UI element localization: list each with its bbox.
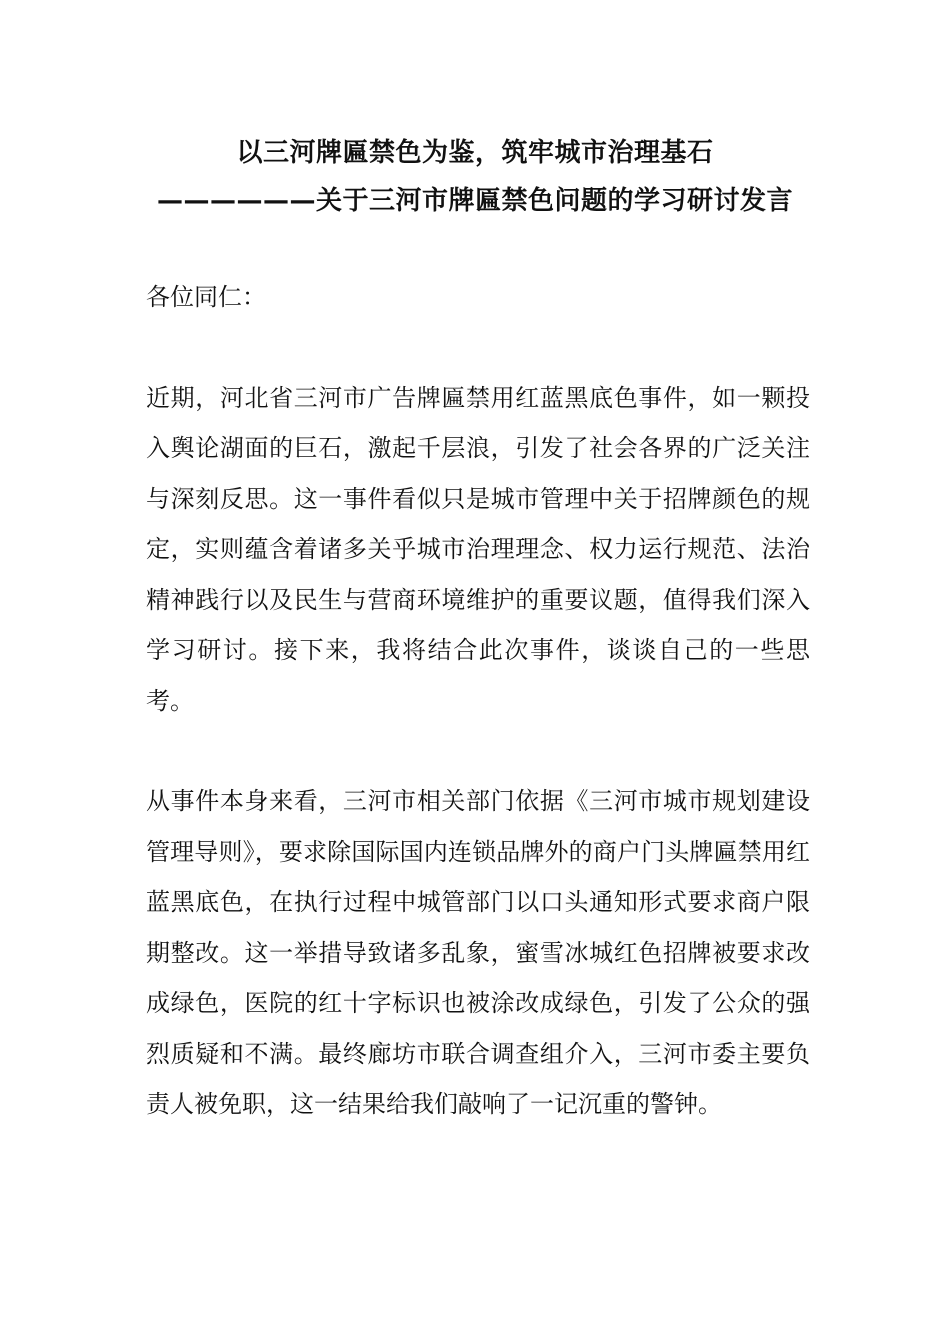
paragraph-2: 从事件本身来看，三河市相关部门依据《三河市城市规划建设管理导则》，要求除国际国内连锁品牌外的商户门头牌匾禁用红蓝黑底色，在执行过程中城管部门以口头通知形式要求商户限期整改。这一举措导致诸多乱象，蜜雪冰城红色招牌被要求改成绿色，医院的红十字标识也被涂改成绿色，引发了公众的强烈质疑和不满。最终廊坊市联合调查组介入，三河市委主要负责人被免职，这一结果给我们敲响了一记沉重的警钟。 [146, 787, 810, 1118]
document-body [146, 272, 810, 1130]
document-title: 以三河牌匾禁色为鉴，筑牢城市治理基石 [236, 138, 714, 168]
title-block [0, 129, 950, 225]
document-subtitle: ——————关于三河市牌匾禁色问题的学习研讨发言 [156, 186, 793, 216]
paragraph-1: 近期，河北省三河市广告牌匾禁用红蓝黑底色事件，如一颗投入舆论湖面的巨石，激起千层浪，引发了社会各界的广泛关注与深刻反思。这一事件看似只是城市管理中关于招牌颜色的规定，实则蕴含着诸多关乎城市治理理念、权力运行规范、法治精神践行以及民生与营商环境维护的重要议题，值得我们深入学习研讨。接下来，我将结合此次事件，谈谈自己的一些思考。 [146, 383, 810, 715]
greeting: 各位同仁： [146, 283, 266, 311]
